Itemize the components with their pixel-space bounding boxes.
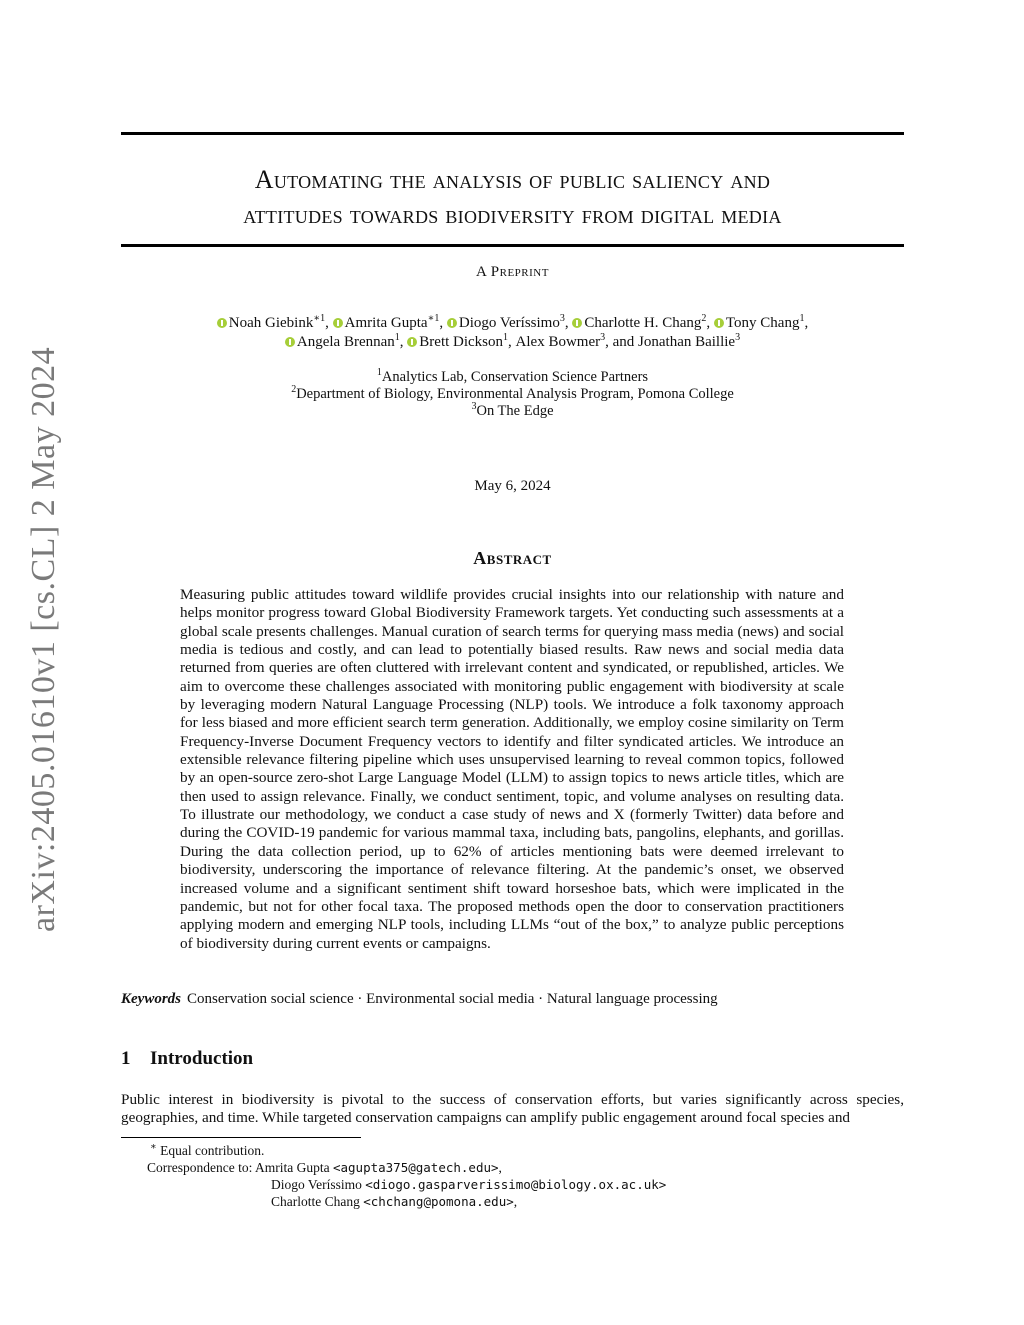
footnote-rule (121, 1137, 361, 1138)
title-line-1: Automating the analysis of public saliency and (254, 165, 771, 194)
orcid-icon[interactable] (285, 337, 295, 347)
affiliation: $^2$Department of Biology, Environmental Analysis Program, Pomona College (291, 384, 734, 402)
abstract-text: Measuring public attitudes toward wildlife provides crucial insights into our relationship with nature and helps monitor progress toward Global Biodiversity Framework targets. Yet conducting such assessments at a global scale presents challenges. Manual curation of search terms for querying mass media (news) and social media is tedious and costly, and can lead to potentially biased results. Raw news and social media data returned from queries are often cluttered with irrelevant content and syndicated, or republished, articles. We aim to overcome these challenges associated with monitoring public engagement with biodiversity at scale by leveraging modern Natural Language Processing (NLP) tools. We introduce a folk taxonomy approach for less biased and more efficient search term generation. Additionally, we employ cosine similarity on Term Frequency-Inverse Document Frequency vectors to identify and filter syndicated articles. We introduce an extensible relevance filtering pipeline which uses unsupervised learning to reveal common topics, followed by an open-source zero-shot Large Language Model (LLM) to assign topics to news article titles, which are then used to assign relevance. Finally, we conduct sentiment, topic, and volume analyses on resulting data. To illustrate our methodology, we conduct a case study of news and X (formerly Twitter) data before and during the COVID-19 pandemic for various mammal taxa, including bats, pangolins, elephants, and gorillas. During the data collection period, up to 62% of articles mentioning bats were deemed irrelevant to biodiversity, underscoring the importance of relevance filtering. At the pandemic’s onset, we observed increased volume and a significant sentiment shift toward horseshoe bats, which were implicated in the pandemic, but not for other focal taxa. The proposed methods open the door to conservation practitioners applying modern and emerging NLP tools, including LLMs “out of the box,” to analyze public perceptions of biodiversity during current events or campaigns. (180, 586, 844, 952)
intro-paragraph: Public interest in biodiversity is pivotal to the success of conservation efforts, but varies significantly across species, geographies, and time. While targeted conservation campaigns can amplify public engagement around focal species and (121, 1091, 904, 1126)
keywords-text: Conservation social science · Environmental social media · Natural language processing (187, 991, 718, 1007)
arxiv-side-stamp: arXiv:2405.01610v1 [cs.CL] 2 May 2024 (25, 346, 62, 932)
title-line-2: attitudes towards biodiversity from digital media (243, 200, 782, 229)
orcid-icon[interactable] (217, 318, 227, 328)
publication-date: May 6, 2024 (474, 478, 551, 494)
section-heading (121, 1048, 253, 1070)
orcid-icon[interactable] (333, 318, 343, 328)
footnote-equal-contribution: ∗ Equal contribution. (150, 1141, 265, 1158)
title-top-rule (121, 132, 904, 135)
affiliation: $^3$On The Edge (471, 401, 554, 419)
orcid-icon[interactable] (714, 318, 724, 328)
preprint-label: A Preprint (476, 264, 549, 280)
orcid-icon[interactable] (407, 337, 417, 347)
email-link[interactable]: <agupta375@gatech.edu> (332, 1160, 499, 1175)
keywords (121, 991, 904, 1008)
author: Alex Bowmer$^3$, and (515, 332, 639, 350)
footnote-contact: Diogo Veríssimo <diogo.gasparverissimo@biology.ox.ac.uk> (271, 1177, 667, 1192)
section-number: 1 (121, 1048, 131, 1069)
author: Tony Chang$^1$, (714, 315, 808, 331)
author: Jonathan Baillie$^3$ (638, 332, 741, 350)
orcid-icon[interactable] (572, 318, 582, 328)
keywords-label: Keywords (121, 991, 181, 1007)
footnote-contact: Charlotte Chang <chchang@pomona.edu>, (271, 1194, 518, 1209)
author: Brett Dickson$^1$, (407, 334, 515, 350)
author: Angela Brennan$^1$, (285, 334, 407, 350)
author-list (121, 314, 904, 352)
abstract-heading: Abstract (473, 548, 552, 568)
author: Noah Giebink$^{∗1}$, (217, 315, 333, 331)
affiliations (121, 369, 904, 420)
paper-title (121, 162, 904, 232)
orcid-icon[interactable] (447, 318, 457, 328)
footnote-correspondence: Correspondence to: Amrita Gupta <agupta375@gatech.edu>, (147, 1160, 502, 1175)
section-title: Introduction (150, 1048, 254, 1069)
correspondence-label: Correspondence to: (147, 1160, 253, 1175)
email-link[interactable]: <chchang@pomona.edu> (363, 1194, 514, 1209)
author-line-1 (121, 314, 904, 333)
email-link[interactable]: <diogo.gasparverissimo@biology.ox.ac.uk> (365, 1177, 667, 1192)
affiliation: $^1$Analytics Lab, Conservation Science Partners (376, 367, 649, 385)
author-line-2 (121, 333, 904, 352)
author: Diogo Veríssimo$^3$, (447, 315, 572, 331)
title-bottom-rule (121, 244, 904, 247)
author: Charlotte H. Chang$^2$, (572, 315, 714, 331)
author: Amrita Gupta$^{∗1}$, (333, 315, 447, 331)
